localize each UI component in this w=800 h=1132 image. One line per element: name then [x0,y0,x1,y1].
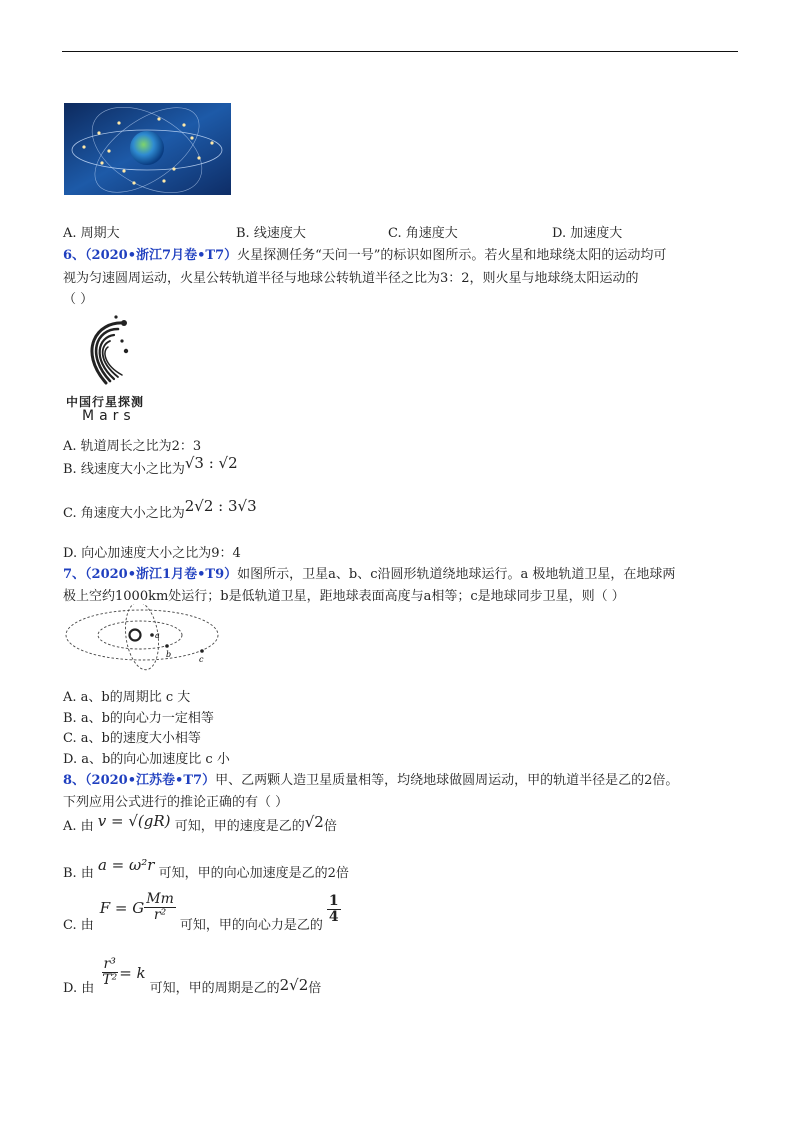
q8-text-2: 下列应用公式进行的推论正确的有（ ） [63,795,289,810]
q6-option-b [63,454,238,477]
q8-option-b-prefix: B. 由 [63,866,94,881]
q6-text-2: 视为匀速圆周运动，火星公转轨道半径与地球公转轨道半径之比为3：2，则火星与地球绕太阳运动的 [63,271,639,286]
q8-option-c-value-den: 4 [328,909,339,926]
q8-option-a-formula: v = √(gR) [97,812,171,830]
q8-option-b-suffix: 可知，甲的向心加速度是乙的2倍 [158,866,349,881]
q7-option-d: D. a、b的向心加速度比 c 小 [63,752,230,767]
q6-source: （2020•浙江7月卷•T7） [85,248,238,263]
q8-option-d-numerator: r³ [103,956,116,972]
q6-line-1 [63,244,666,263]
q8-option-d-denominator: T² [102,972,118,989]
q7-line-1 [63,563,675,582]
header-rule [62,51,738,52]
q6-option-c-text: C. 角速度大小之比为 [63,506,185,521]
q8-option-c-fraction [144,892,176,924]
q8-option-a-end: 倍 [323,819,337,834]
mars-mission-logo [66,311,146,424]
q8-option-c-denominator: r² [153,907,167,924]
q6-text-1: 火星探测任务“天问一号”的标识如图所示。若火星和地球绕太阳的运动均可 [237,248,667,263]
orbit-diagram [62,604,222,674]
q8-option-a-value: √2 [304,813,324,831]
q5-option-d: D. 加速度大 [552,226,623,241]
orbit-label-a: a [155,631,160,640]
orbit-label-c: c [199,655,204,664]
q8-option-d-prefix: D. 由 [63,981,95,997]
q8-option-d-formula-right: = k [119,963,146,982]
q8-option-c [63,891,341,934]
q8-option-b-formula: a = ω²r [97,856,155,874]
q8-option-d-end: 倍 [308,981,322,997]
satellite-network-image [64,103,231,195]
q6-option-c [63,497,257,521]
q5-option-a: A. 周期大 [63,226,120,241]
q6-option-b-text: B. 线速度大小之比为 [63,462,185,477]
q8-option-a [63,812,337,834]
q7-source: （2020•浙江1月卷•T9） [85,567,238,582]
q8-line-1 [63,769,678,788]
q6-option-a: A. 轨道周长之比为2：3 [63,439,202,454]
q6-option-d: D. 向心加速度大小之比为9：4 [63,546,241,561]
q7-option-b: B. a、b的向心力一定相等 [63,711,214,726]
q8-option-c-numerator: Mm [146,891,174,907]
q8-option-d-suffix: 可知，甲的周期是乙的 [149,981,280,997]
q6-number: 6、 [63,248,86,263]
q6-option-c-math: 2√2 : 3√3 [184,497,257,515]
q8-option-d [63,956,322,997]
q8-option-c-prefix: C. 由 [63,918,94,934]
q7-text-1: 如图所示，卫星a、b、c沿圆形轨道绕地球运行。a 极地轨道卫星，在地球两 [237,567,676,582]
q8-text-1: 甲、乙两颗人造卫星质量相等，均绕地球做圆周运动，甲的轨道半径是乙的2倍。 [215,773,679,788]
q8-option-d-fraction [100,957,119,989]
q6-option-b-math: √3 : √2 [184,454,238,472]
q8-option-c-suffix: 可知，甲的向心力是乙的 [179,918,323,934]
q8-option-a-prefix: A. 由 [63,819,94,834]
mars-logo-chinese-text: 中国行星探测 [66,395,145,409]
q8-option-c-value [327,894,341,926]
orbit-label-b: b [166,650,172,659]
q8-option-b [63,856,349,881]
q8-option-a-suffix: 可知，甲的速度是乙的 [174,819,305,834]
q7-option-c: C. a、b的速度大小相等 [63,731,201,746]
q5-option-c: C. 角速度大 [388,226,458,241]
q8-number: 8、 [63,773,86,788]
q8-option-d-value: 2√2 [279,975,309,994]
q8-option-c-value-num: 1 [328,893,339,909]
q7-option-a: A. a、b的周期比 c 大 [63,690,191,705]
q8-option-c-formula-left: F = G [99,898,145,917]
q6-blank: （ ） [63,292,94,307]
q8-source: （2020•江苏卷•T7） [85,773,216,788]
mars-logo-english-text: Mars [82,408,136,424]
q5-option-b: B. 线速度大 [236,226,306,241]
q7-number: 7、 [63,567,86,582]
q7-text-2: 极上空约1000km处运行；b是低轨道卫星，距地球表面高度与a相等；c是地球同步卫星，则（ ） [63,589,625,604]
